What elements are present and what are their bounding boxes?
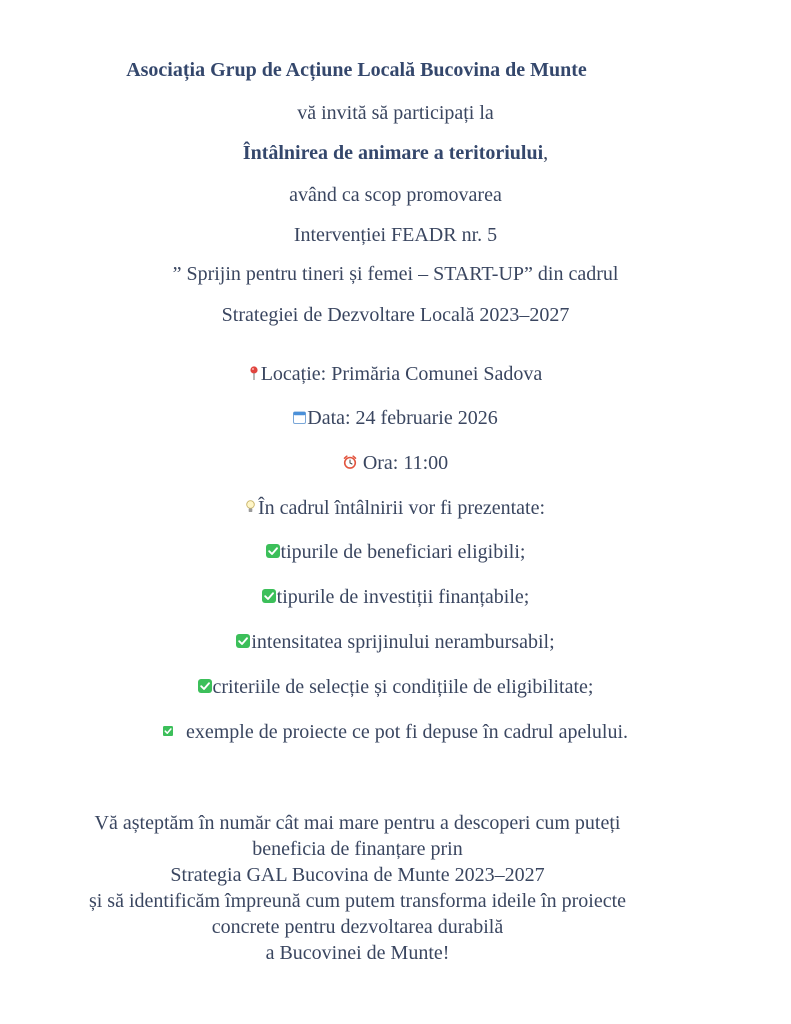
event-name: Întâlnirea de animare a teritoriului	[242, 142, 544, 164]
topic-text: criteriile de selecție și condițiile de eligibilitate;	[212, 676, 594, 698]
calendar-icon	[293, 411, 306, 424]
closing-line: Strategia GAL Bucovina de Munte 2023–2027	[170, 864, 545, 886]
closing-line: a Bucovinei de Munte!	[265, 942, 450, 964]
light-bulb-icon	[246, 500, 255, 514]
date-line	[0, 406, 791, 430]
event-name-line	[0, 141, 791, 165]
topic-text: intensitatea sprijinului nerambursabil;	[251, 631, 555, 653]
check-mark-icon	[262, 589, 276, 603]
topic-item	[0, 675, 791, 699]
time-line	[0, 451, 791, 475]
topic-text: tipurile de beneficiari eligibili;	[280, 541, 526, 563]
location-line	[0, 362, 791, 386]
closing-line: Vă așteptăm în număr cât mai mare pentru a descoperi cum puteți	[94, 812, 621, 834]
check-mark-icon	[266, 544, 280, 558]
intervention-line: Intervenției FEADR nr. 5	[293, 224, 498, 246]
closing-line: beneficia de finanțare prin	[252, 838, 463, 860]
topic-text: tipurile de investiții finanțabile;	[276, 586, 530, 608]
topic-item	[0, 630, 791, 654]
closing-line: și să identificăm împreună cum putem transforma ideile în proiecte	[88, 890, 627, 912]
event-name-comma: ,	[543, 142, 549, 164]
topic-item	[0, 540, 791, 564]
strategy-line: Strategiei de Dezvoltare Locală 2023–2027	[221, 304, 570, 326]
pin-icon	[249, 366, 259, 380]
program-line: ” Sprijin pentru tineri și femei – START-UP” din cadrul	[172, 263, 619, 285]
organization-title: Asociația Grup de Acțiune Locală Bucovina de Munte	[126, 59, 587, 81]
topic-item	[0, 585, 791, 609]
date-text: Data: 24 februarie 2026	[307, 407, 498, 429]
topic-text: exemple de proiecte ce pot fi depuse în cadrul apelului.	[185, 721, 629, 743]
alarm-clock-icon	[343, 455, 357, 469]
purpose-line: având ca scop promovarea	[289, 184, 502, 206]
location-text: Locație: Primăria Comunei Sadova	[260, 363, 543, 385]
closing-line: concrete pentru dezvoltarea durabilă	[211, 916, 504, 938]
topic-item	[0, 720, 791, 744]
topics-intro-text: În cadrul întâlnirii vor fi prezentate:	[257, 497, 546, 519]
invite-line: vă invită să participați la	[297, 102, 494, 124]
time-text: Ora: 11:00	[362, 452, 449, 474]
check-mark-icon	[236, 634, 250, 648]
check-mark-icon	[198, 679, 212, 693]
topics-intro-line	[0, 496, 791, 520]
check-mark-icon	[163, 726, 173, 736]
